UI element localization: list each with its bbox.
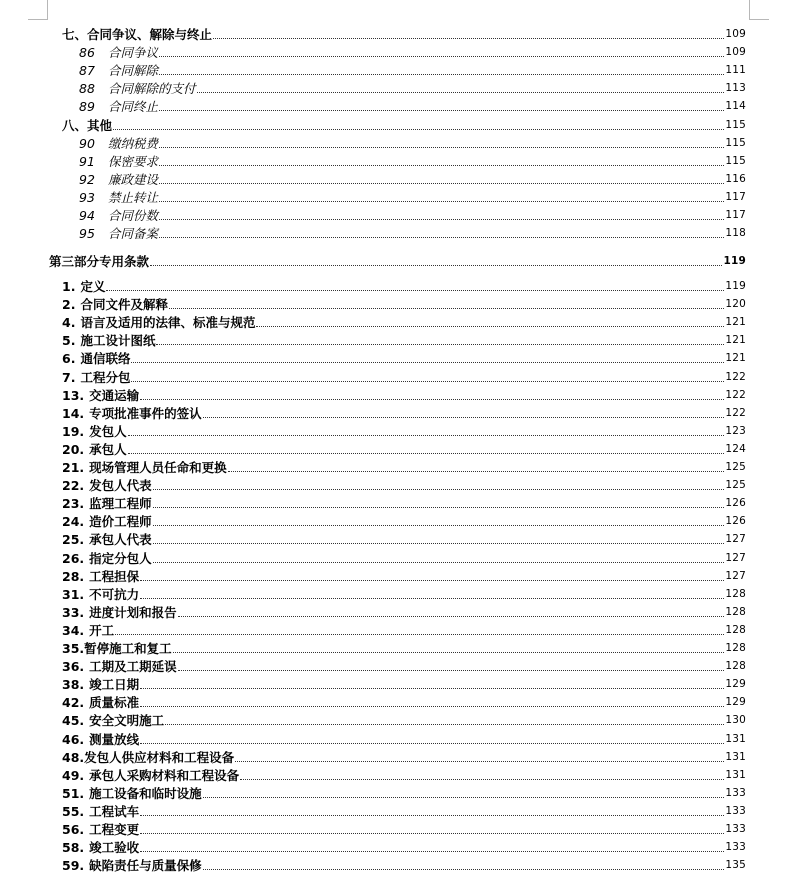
toc-entry-item[interactable] [62,439,746,457]
toc-entry-number: 33. [62,604,85,620]
toc-entry-page: 133 [725,804,746,817]
toc-entry-title: 发包人代表 [89,478,152,494]
dot-leader [235,761,724,762]
toc-entry-title: 施工设备和临时设施 [89,785,202,801]
toc-entry-page: 117 [725,209,746,221]
toc-entry-title: 指定分包人 [89,550,152,566]
toc-entry-page: 122 [725,406,746,419]
toc-entry-title: 开工 [89,622,115,638]
toc-entry-title: 合同份数 [108,208,159,223]
toc-entry-item[interactable] [62,855,746,873]
toc-entry-title: 竣工日期 [89,677,140,693]
dot-leader [197,92,725,93]
toc-entry-item[interactable] [62,276,746,294]
toc-entry-number: 95 [79,226,95,242]
toc-entry-page: 119 [725,280,746,292]
dot-leader [159,165,724,166]
dot-leader [178,616,725,617]
toc-entry-number: 35. [62,641,85,656]
dot-leader [131,362,724,363]
toc-entry-number: 26. [62,550,85,566]
toc-entry-item[interactable] [62,348,746,366]
dot-leader [128,453,725,454]
toc-entry-title: 承包人代表 [89,532,152,548]
toc-entry-page: 126 [725,497,746,510]
toc-entry-page: 126 [725,515,746,528]
toc-entry-title: 语言及适用的法律、标准与规范 [80,315,256,331]
toc-entry-item[interactable] [62,783,746,801]
dot-leader [140,815,724,816]
toc-entry-title: 工程试车 [89,803,140,819]
toc-entry-number: 36. [62,659,85,675]
toc-entry-page: 109 [725,28,746,40]
toc-entry-page: 109 [725,46,746,59]
toc-entry-page: 128 [725,587,746,600]
toc-entry-page: 122 [725,370,746,383]
toc-entry-page: 128 [725,623,746,636]
toc-entry-item[interactable] [62,819,746,837]
toc-entry-number: 28. [62,568,85,584]
toc-entry-item[interactable] [62,330,746,348]
dot-leader [140,706,724,707]
toc-entry-sub[interactable] [79,205,746,223]
dot-leader [203,869,725,870]
toc-entry-title: 质量标准 [89,695,140,711]
toc-entry-sub[interactable] [79,151,746,169]
toc-entry-page: 118 [725,227,746,240]
toc-entry-title: 合同争议 [108,45,159,61]
dot-leader [240,779,724,780]
dot-leader [153,489,725,490]
toc-entry-item[interactable] [62,421,746,439]
toc-entry-item[interactable] [62,692,746,710]
toc-entry-item[interactable] [62,548,746,566]
toc-entry-item[interactable] [62,403,746,421]
dot-leader [140,833,724,834]
dot-leader [203,417,725,418]
toc-entry-number: 48. [62,749,85,765]
toc-entry-number: 59. [62,858,85,874]
toc-entry-number: 13. [62,387,85,403]
toc-entry-page: 128 [725,660,746,673]
toc-entry-title: 监理工程师 [89,496,152,512]
toc-entry-title: 八、其他 [62,117,113,133]
toc-entry-number: 93 [79,189,95,205]
toc-entry-item[interactable] [62,602,746,620]
toc-entry-title: 承包人采购材料和工程设备 [89,767,240,783]
toc-entry-title: 廉政建设 [108,171,159,187]
toc-entry-number: 89 [79,99,95,115]
dot-leader [153,562,725,563]
toc-entry-sub[interactable] [79,42,746,60]
toc-entry-title: 暂停施工和复工 [84,641,172,656]
toc-entry-page: 111 [725,64,746,77]
toc-entry-page: 131 [725,750,746,763]
toc-entry-page: 127 [725,569,746,582]
dot-leader [159,201,724,202]
toc-entry-item[interactable] [62,656,746,674]
toc-entry-page: 131 [725,768,746,781]
toc-entry-page: 127 [725,533,746,546]
dot-leader [140,580,724,581]
toc-entry-part[interactable] [49,251,746,269]
toc-entry-item[interactable] [62,638,746,656]
dot-leader [140,743,724,744]
dot-leader [159,183,724,184]
dot-leader [159,147,724,148]
toc-entry-page: 120 [725,298,746,311]
toc-entry-item[interactable] [62,765,746,783]
toc-entry-title: 竣工验收 [89,840,140,856]
toc-entry-page: 115 [725,136,746,149]
toc-entry-number: 25. [62,532,85,548]
toc-entry-number: 4. [62,315,76,331]
toc-entry-page: 124 [725,442,746,455]
toc-entry-item[interactable] [62,747,746,765]
toc-entry-title: 发包人供应材料和工程设备 [84,749,235,765]
toc-entry-title: 通信联络 [80,351,131,367]
toc-entry-number: 24. [62,514,85,530]
toc-entry-number: 94 [79,208,95,223]
toc-entry-heading[interactable] [62,115,746,133]
toc-entry-sub[interactable] [79,78,746,96]
toc-entry-item[interactable] [62,729,746,747]
dot-leader [159,237,724,238]
toc-entry-number: 38. [62,677,85,693]
toc-entry-number: 34. [62,622,85,638]
toc-entry-number: 21. [62,460,85,475]
toc-entry-number: 19. [62,423,85,439]
toc-entry-title: 现场管理人员任命和更换 [89,460,227,475]
toc-entry-number: 5. [62,333,76,349]
toc-entry-number: 86 [79,45,95,61]
toc-entry-item[interactable] [62,710,746,728]
toc-entry-page: 122 [725,388,746,401]
toc-entry-page: 133 [725,786,746,799]
toc-entry-title: 合同解除 [108,63,159,79]
toc-entry-number: 1. [62,279,76,294]
toc-entry-item[interactable] [62,294,746,312]
dot-leader [153,525,725,526]
dot-leader [153,507,725,508]
toc-entry-item[interactable] [62,584,746,602]
toc-entry-title: 施工设计图纸 [80,333,156,349]
toc-entry-item[interactable] [62,674,746,692]
dot-leader [159,219,724,220]
margin-corner-left-v [47,0,48,20]
dot-leader [203,797,725,798]
toc-entry-number: 22. [62,478,85,494]
dot-leader [256,326,724,327]
dot-leader [113,129,724,130]
dot-leader [131,381,724,382]
toc-entry-number: 23. [62,496,85,512]
dot-leader [115,634,724,635]
dot-leader [165,724,724,725]
toc-entry-number: 51. [62,785,85,801]
toc-entry-page: 121 [725,316,746,329]
toc-entry-page: 116 [725,172,746,185]
toc-entry-item[interactable] [62,566,746,584]
toc-entry-sub[interactable] [79,133,746,151]
toc-entry-page: 127 [725,551,746,564]
dot-leader [140,399,724,400]
toc-entry-title: 承包人 [89,441,127,457]
toc-entry-title: 工程变更 [89,822,140,837]
toc-entry-page: 115 [725,118,746,131]
toc-entry-item[interactable] [62,493,746,511]
toc-entry-number: 58. [62,840,85,856]
toc-entry-number: 20. [62,441,85,457]
toc-entry-page: 119 [723,255,746,267]
margin-corner-right-h [749,19,769,20]
dot-leader [169,308,724,309]
toc-entry-item[interactable] [62,801,746,819]
toc-entry-number: 87 [79,63,95,79]
dot-leader [140,851,724,852]
dot-leader [159,110,724,111]
toc-entry-number: 46. [62,731,85,747]
toc-entry-sub[interactable] [79,187,746,205]
toc-entry-title: 缴纳税费 [108,135,159,151]
toc-entry-item[interactable] [62,620,746,638]
toc-entry-title: 合同文件及解释 [80,297,168,313]
toc-entry-number: 49. [62,767,85,783]
toc-entry-page: 117 [725,190,746,203]
dot-leader [150,265,722,266]
dot-leader [106,290,724,291]
toc-entry-title: 定义 [80,279,106,294]
toc-entry-title: 第三部分专用条款 [49,254,150,269]
dot-leader [173,652,725,653]
toc-entry-number: 31. [62,586,85,602]
toc-entry-page: 121 [725,334,746,347]
toc-entry-page: 123 [725,424,746,437]
toc-entry-sub[interactable] [79,96,746,114]
toc-entry-title: 保密要求 [108,153,159,169]
toc-entry-sub[interactable] [79,169,746,187]
dot-leader [228,471,725,472]
toc-entry-title: 发包人 [89,423,127,439]
toc-entry-title: 工程担保 [89,568,140,584]
dot-leader [156,344,724,345]
toc-entry-page: 129 [725,696,746,709]
toc-entry-item[interactable] [62,529,746,547]
dot-leader [140,598,724,599]
margin-corner-right-v [749,0,750,20]
toc-entry-item[interactable] [62,837,746,855]
toc-entry-number: 90 [79,135,95,151]
toc-entry-number: 91 [79,153,95,169]
toc-entry-number: 14. [62,405,85,421]
toc-entry-title: 进度计划和报告 [89,604,177,620]
toc-entry-title: 交通运输 [89,387,140,403]
dot-leader [159,74,724,75]
toc-entry-item[interactable] [62,385,746,403]
toc-entry-title: 测量放线 [89,731,140,747]
toc-entry-item[interactable] [62,312,746,330]
toc-entry-number: 2. [62,297,76,313]
toc-entry-item[interactable] [62,457,746,475]
toc-entry-title: 工程分包 [80,369,131,385]
toc-entry-page: 130 [725,714,746,727]
toc-entry-page: 133 [725,841,746,854]
toc-entry-title: 专项批准事件的签认 [89,405,202,421]
toc-entry-number: 56. [62,822,85,837]
toc-entry-page: 125 [725,461,746,473]
toc-entry-item[interactable] [62,475,746,493]
toc-entry-title: 合同解除的支付 [108,81,196,97]
dot-leader [178,670,725,671]
toc-entry-page: 115 [725,154,746,167]
toc-entry-title: 安全文明施工 [89,713,165,729]
toc-entry-sub[interactable] [79,60,746,78]
dot-leader [128,435,725,436]
toc-entry-page: 121 [725,352,746,365]
margin-corner-left-h [28,19,48,20]
dot-leader [153,543,725,544]
toc-entry-title: 合同备案 [108,226,159,242]
toc-entry-title: 不可抗力 [89,586,140,602]
toc-entry-item[interactable] [62,511,746,529]
toc-entry-page: 113 [725,82,746,95]
toc-entry-title: 合同终止 [108,99,159,115]
toc-entry-heading[interactable] [62,24,746,42]
toc-entry-number: 7. [62,369,76,385]
toc-entry-page: 128 [725,642,746,654]
toc-entry-item[interactable] [62,367,746,385]
toc-entry-number: 6. [62,351,76,367]
toc-entry-number: 42. [62,695,85,711]
toc-entry-number: 45. [62,713,85,729]
toc-entry-sub[interactable] [79,223,746,241]
toc-entry-page: 135 [725,859,746,872]
toc-entry-title: 造价工程师 [89,514,152,530]
toc-entry-title: 工期及工期延误 [89,659,177,675]
toc-entry-title: 七、合同争议、解除与终止 [62,27,213,42]
toc-entry-page: 128 [725,605,746,618]
toc-entry-page: 114 [725,100,746,113]
toc-entry-page: 133 [725,823,746,835]
toc-entry-number: 88 [79,81,95,97]
toc-entry-title: 禁止转让 [108,189,159,205]
dot-leader [140,688,724,689]
toc-entry-number: 55. [62,803,85,819]
dot-leader [159,56,724,57]
toc-entry-page: 129 [725,678,746,691]
toc-entry-number: 92 [79,171,95,187]
toc-entry-title: 缺陷责任与质量保修 [89,858,202,874]
toc-entry-page: 125 [725,479,746,492]
dot-leader [213,38,724,39]
toc-entry-page: 131 [725,732,746,745]
